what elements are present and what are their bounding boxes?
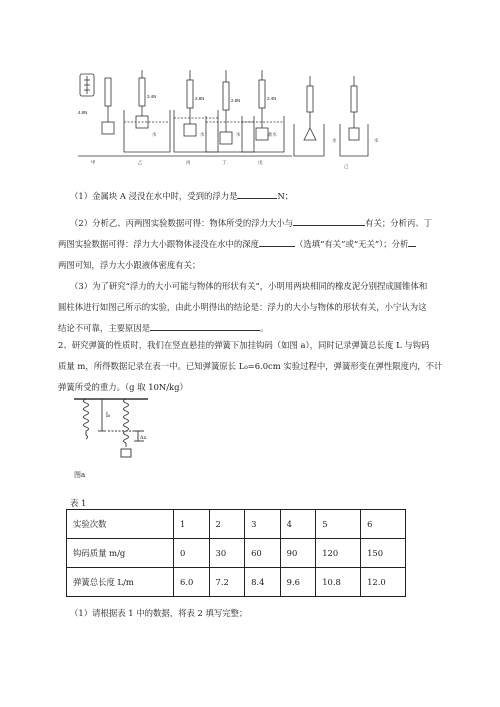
- liquid-label: 水: [332, 138, 337, 143]
- q1-text: 两图可知，浮力大小跟液体密度有关；: [58, 260, 201, 270]
- q1-text: 两图实验数据可得：浮力大小跟物体浸没在水中的深度: [58, 239, 259, 249]
- table-cell: 2: [209, 510, 245, 539]
- reading-label: 3.4N: [147, 94, 157, 99]
- figure-label: 戊: [258, 160, 263, 165]
- q1-text: （1）金属块 A 浸没在水中时，受到的浮力是: [70, 191, 238, 201]
- question-1-part-2: [58, 213, 450, 276]
- table-cell: 5: [316, 510, 361, 539]
- liquid-label: 水: [200, 132, 205, 137]
- reading-label: 2.8N: [231, 98, 241, 103]
- q1-text: 有关；分析丙、丁: [365, 218, 433, 228]
- table-cell: 150: [361, 539, 406, 568]
- table-cell: 6: [361, 510, 406, 539]
- table-cell: 8.4: [245, 568, 281, 597]
- q2-text: 质量 m，所得数据记录在表一中。已知弹簧原长 L₀=6.0cm 实验过程中，弹簧形变在弹性限度内，不计: [58, 361, 443, 371]
- table-row: [67, 539, 406, 568]
- table-cell: 0: [174, 539, 210, 568]
- row-header: 钩码质量 m/g: [67, 539, 174, 568]
- figure-label: 甲: [91, 160, 96, 165]
- q1-text: N；: [277, 191, 294, 201]
- q1-text: 圆柱体进行如图己所示的实验，由此小明得出的结论是：浮力的大小与物体的形状有关，小宁认为这: [58, 302, 427, 312]
- reading-label: 2.4N: [267, 96, 277, 101]
- table-cell: 6.0: [174, 568, 210, 597]
- table-cell: 9.6: [280, 568, 316, 597]
- liquid-label: 水: [374, 138, 379, 143]
- q1-text: 。: [260, 323, 269, 333]
- table-cell: 4: [280, 510, 316, 539]
- figure-label: 乙: [138, 160, 143, 165]
- table-cell: 120: [316, 539, 361, 568]
- table-cell: 7.2: [209, 568, 245, 597]
- row-header: 弹簧总长度 L/m: [67, 568, 174, 597]
- table-1-label: 表 1: [70, 498, 87, 508]
- table-cell: 60: [245, 539, 281, 568]
- q2-text: 弹簧所受的重力。（g 取 10N/kg）: [58, 382, 188, 392]
- table-cell: 30: [209, 539, 245, 568]
- q2-text: 2、研究弹簧的性质时，我们在竖直悬挂的弹簧下加挂钩码（如图 a），同时记录弹簧总长度 L 与钩码: [58, 340, 430, 350]
- table-cell: 1: [174, 510, 210, 539]
- answer-blank[interactable]: [408, 236, 416, 247]
- figure-label: 丁: [222, 160, 227, 165]
- table-cell: 3: [245, 510, 281, 539]
- delta-x-label: Δx: [140, 435, 147, 441]
- question-2-stem: [58, 335, 448, 398]
- answer-blank[interactable]: [259, 236, 295, 247]
- buoyancy-experiment-figure: [78, 70, 384, 170]
- l0-label: l₀: [106, 412, 111, 419]
- question-2-sub-1: （1）请根据表 1 中的数据，将表 2 填写完整；: [70, 608, 248, 618]
- table-row: [67, 568, 406, 597]
- liquid-label: 盐水: [268, 132, 277, 137]
- spring-figure-a: [68, 395, 168, 485]
- question-1-part-3: [58, 276, 450, 339]
- reading-label: 2.8N: [195, 96, 205, 101]
- answer-blank[interactable]: [150, 320, 260, 331]
- q1-text: 结论不可靠，主要原因是: [58, 323, 151, 333]
- q1-text: （3）为了研究“浮力的大小可能与物体的形状有关”，小明用两块相同的橡皮泥分别捏成圆锥体和: [70, 281, 428, 291]
- q1-text: （2）分析乙、丙两图实验数据可得：物体所受的浮力大小与: [70, 218, 294, 228]
- question-1-part-1: [70, 186, 293, 207]
- table-1: [66, 509, 406, 597]
- liquid-label: 水: [152, 132, 157, 137]
- reading-label: 4.8N: [78, 110, 88, 115]
- figure-label: 己: [344, 164, 349, 169]
- table-cell: 10.8: [316, 568, 361, 597]
- figure-label: 丙: [186, 160, 191, 165]
- answer-blank[interactable]: [293, 215, 365, 226]
- q1-text: （选填“有关”或“无关”）；分析: [295, 239, 409, 249]
- table-cell: 90: [280, 539, 316, 568]
- table-row: [67, 510, 406, 539]
- answer-blank[interactable]: [237, 188, 277, 199]
- liquid-label: 水: [236, 132, 241, 137]
- table-cell: 12.0: [361, 568, 406, 597]
- figure-caption: 图a: [74, 471, 86, 479]
- row-header: 实验次数: [67, 510, 174, 539]
